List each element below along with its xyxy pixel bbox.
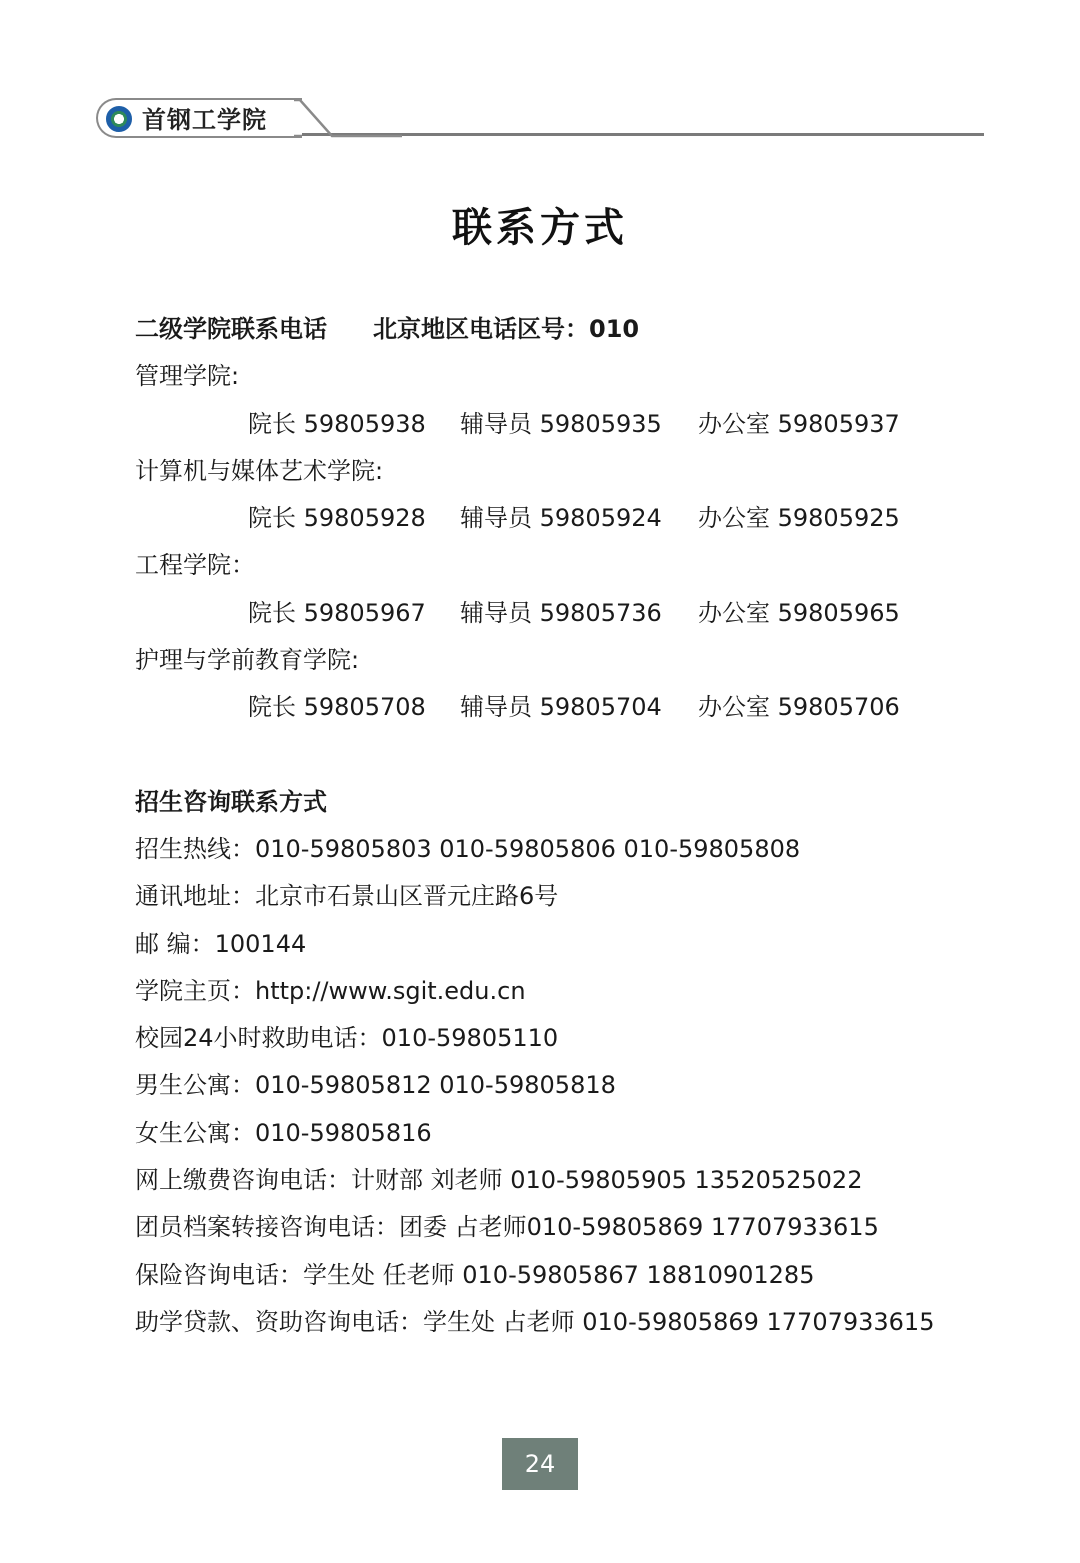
colleges-heading-row (135, 306, 1035, 353)
counselor-phone: 辅导员 59805704 (460, 693, 662, 722)
college-name: 工程学院： (135, 551, 255, 580)
college-phones-row (135, 495, 1035, 542)
office-phone: 办公室 59805925 (698, 504, 900, 533)
dean-phone: 院长 59805967 (248, 598, 426, 627)
payment-inquiry-phone: 网上缴费咨询电话：计财部 刘老师 010-59805905 13520525022 (135, 1166, 863, 1195)
counselor-phone: 辅导员 59805935 (460, 409, 662, 438)
league-file-inquiry-phone: 团员档案转接咨询电话：团委 占老师010-59805869 17707933615 (135, 1213, 879, 1242)
college-name: 护理与学前教育学院: (135, 646, 360, 675)
admissions-hotline: 招生热线：010-59805803 010-59805806 010-59805808 (135, 834, 801, 863)
header-slant-decoration (294, 96, 402, 140)
admissions-heading: 招生咨询联系方式 (135, 787, 327, 816)
college-name: 计算机与媒体艺术学院: (135, 456, 384, 485)
page-header (96, 96, 984, 140)
counselor-phone: 辅导员 59805736 (460, 598, 662, 627)
school-homepage: 学院主页：http://www.sgit.edu.cn (135, 976, 526, 1005)
area-code: 北京地区电话区号：010 (373, 315, 640, 343)
mailing-address: 通讯地址：北京市石景山区晋元庄路6号 (135, 882, 559, 911)
counselor-phone: 辅导员 59805924 (460, 504, 662, 533)
colleges-heading: 二级学院联系电话 (135, 315, 327, 343)
college-name: 管理学院: (135, 362, 240, 391)
dean-phone: 院长 59805708 (248, 693, 426, 722)
postal-code: 邮 编：100144 (135, 929, 307, 958)
office-phone: 办公室 59805706 (698, 693, 900, 722)
section-spacer (135, 732, 1035, 779)
office-phone: 办公室 59805937 (698, 409, 900, 438)
dean-phone: 院长 59805938 (248, 409, 426, 438)
female-dorm-phone: 女生公寓：010-59805816 (135, 1118, 432, 1147)
male-dorm-phone: 男生公寓：010-59805812 010-59805818 (135, 1071, 616, 1100)
contact-content (135, 306, 1035, 1346)
loan-aid-inquiry-phone: 助学贷款、资助咨询电话：学生处 占老师 010-59805869 17707933615 (135, 1307, 935, 1336)
school-logo-icon (106, 106, 132, 132)
page-title: 联系方式 (452, 205, 628, 251)
college-phones-row (135, 684, 1035, 731)
office-phone: 办公室 59805965 (698, 598, 900, 627)
page-number: 24 (502, 1438, 578, 1490)
dean-phone: 院长 59805928 (248, 504, 426, 533)
insurance-inquiry-phone: 保险咨询电话：学生处 任老师 010-59805867 18810901285 (135, 1260, 815, 1289)
school-name: 首钢工学院 (142, 105, 267, 134)
college-phones-row (135, 590, 1035, 637)
college-phones-row (135, 401, 1035, 448)
emergency-phone: 校园24小时救助电话：010-59805110 (135, 1024, 559, 1053)
header-tab (96, 98, 302, 138)
